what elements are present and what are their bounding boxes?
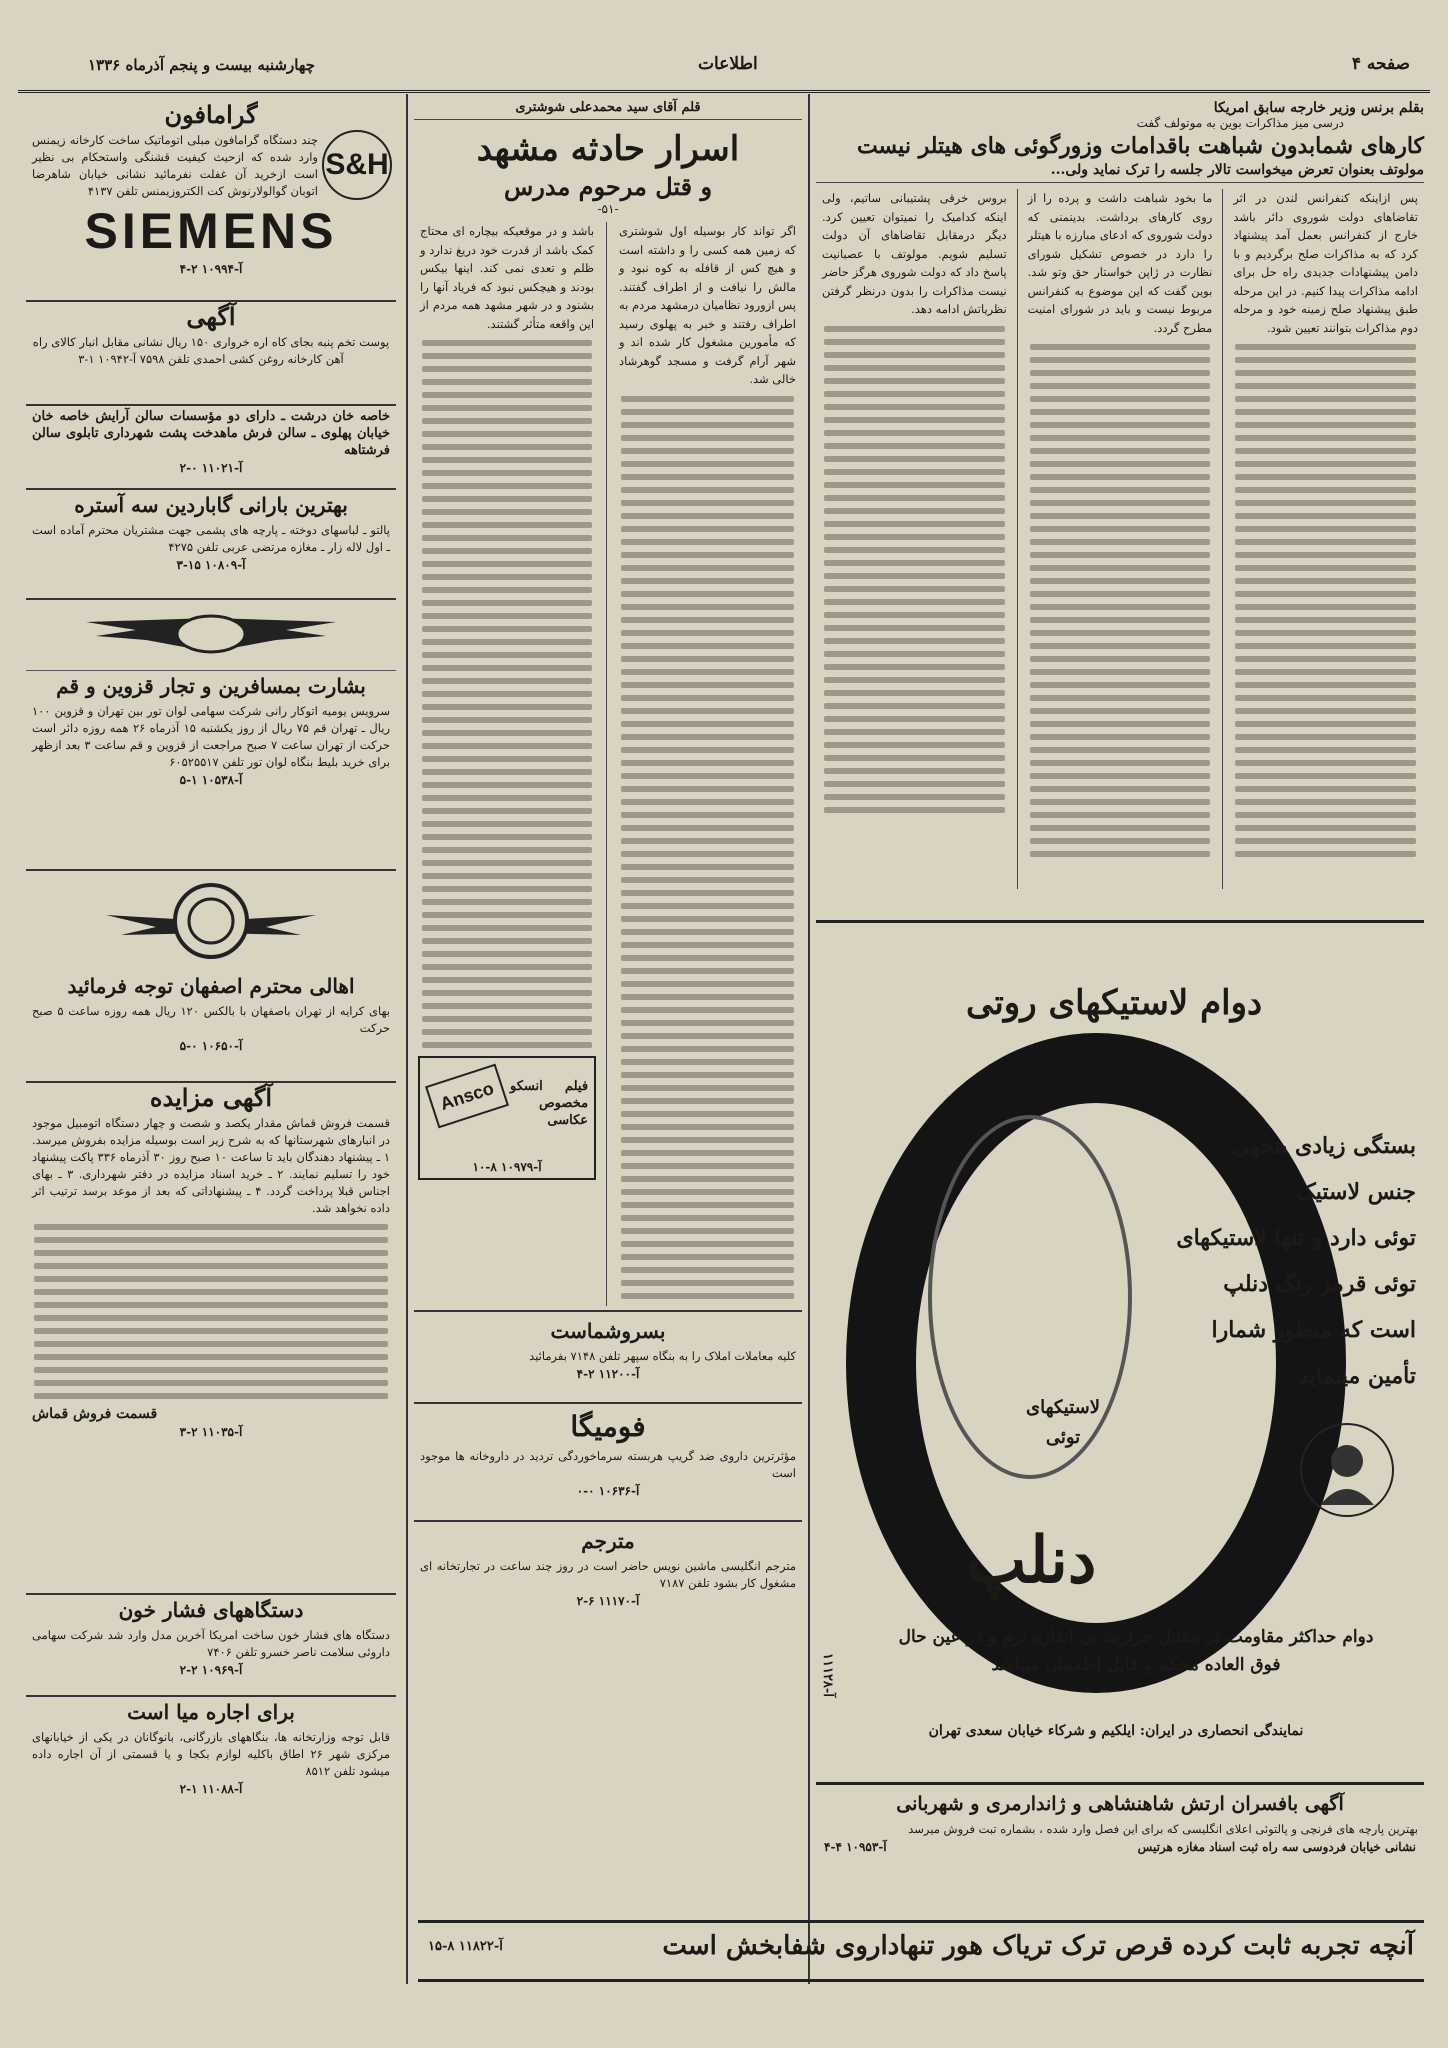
ad-code: آ-۱۱۱۷۰ ۶-۲ [576, 1593, 640, 1608]
ad-code: آ-۱۰۶۳۶ ۰-۰ [576, 1483, 640, 1498]
masthead [18, 50, 1430, 93]
ad-code: آ-۱۱۰۲۱ ۰-۲ [179, 461, 243, 475]
article-kicker: بقلم برنس وزیر خارجه سابق امریکا [1213, 100, 1424, 116]
dunlop-tagline: بستگی زیادی بتجهی جنس لاستیک [1231, 1133, 1416, 1205]
article-column-right [613, 222, 802, 1306]
ad-code: آ-۱۰۹۵۳ ۴-۴ [824, 1840, 887, 1854]
travel-title: بشارت بمسافرین و تجار قزوین و قم [56, 674, 366, 698]
ad-code: آ-۱۰۹۷۹ ۸-۱۰ [472, 1160, 542, 1174]
dunlop-heading: دوام لاستیکهای روتی [966, 983, 1263, 1023]
auction-text: قسمت فروش قماش مقدار یکصد و شصت و چهار دستگاه اتومبیل موجود در انبارهای شهرستانها که به شرح زیر است بوسیله مزایده بفروش میرسد. ۱ ـ پیشنهاد دهندگان باید تا ساعت ۱۰ صبح روز ۳۰ آذرماه ۳۳۶ پاکت پیشنهاد خود را تسلیم نمایند. ۲ ـ خرید اسناد مزایده در دفتر شهرداری. ۳ ـ بهای اجناس قبلا پرداخت گردد. ۴ ـ پیشنهاداتی که بعد از موعد برسد ترتیب اثر داده نخواهد شد. [32, 1116, 390, 1215]
bp-text: دستگاه های فشار خون ساخت امریکا آخرین مدل وارد شد شرکت سهامی داروئی سلامت ناصر خسرو تلفن ۷۴۰۶ [32, 1628, 390, 1659]
serial-article-column [414, 100, 802, 1636]
portrait-graphic [1302, 1425, 1392, 1515]
article-text-continued [621, 396, 794, 1299]
dunlop-slogan [876, 1623, 1396, 1679]
article-headline: کارهای شمابدون شباهت باقدامات وزورگوئی های هیتلر نیست [856, 133, 1424, 159]
winged-emblem-icon [26, 600, 396, 671]
lease-text: قابل توجه وزارتخانه ها، بنگاههای بازرگانی، بانوگانان در یکی از خیابانهای مرکزی شهر ۲۶ اطاق باکلیه لوازم بکجا و یا قسمتی از آن اجاره داده میشود تلفن ۸۵۱۲ [32, 1730, 391, 1778]
opium-pill-banner [418, 1920, 1424, 1982]
ad-code: آ-۱۱۲۰۰ ۲-۴ [576, 1366, 640, 1381]
dunlop-tagline: توئی قرمز رنگ دنلپ [1223, 1271, 1416, 1297]
ad-code: آ-۱۰۶۵۰ ۰-۵ [179, 1039, 243, 1053]
dunlop-tagline: است که منظور شمارا تأمین مینماید [1211, 1317, 1416, 1389]
formica-title: فومیگا [570, 1409, 646, 1443]
salon-ad [26, 408, 396, 490]
article-column-left [414, 222, 600, 1306]
translator-title: مترجم [581, 1528, 635, 1553]
article-column [1022, 189, 1219, 889]
raincoat-text: پالتو ـ لباسهای دوخته ـ پارچه های پشمی جهت مشتریان محترم آماده است ـ اول لاله زار ـ مغازه مرتضی عربی تلفن ۴۲۷۵ [32, 523, 390, 554]
formica-text: مؤثرترین داروی ضد گریپ هربسته سرماخوردگی تردید در داروخانه ها موجود است [420, 1448, 796, 1480]
ansco-logo: Ansco [425, 1064, 509, 1129]
isfahan-text: بهای کرایه از تهران باصفهان با بالکس ۱۲۰ ریال همه روزه ساعت ۵ صبح حرکت [32, 1004, 390, 1035]
auction-footer: قسمت فروش قماش [32, 1406, 158, 1422]
article-text-continued [1235, 344, 1416, 857]
auction-title: آگهی مزایده [149, 1083, 273, 1112]
column-rule [406, 94, 408, 1984]
issue-date: چهارشنبه بیست و پنجم آذرماه ۱۳۳۶ [88, 56, 315, 74]
blood-pressure-ad [26, 1595, 396, 1697]
article-body [816, 189, 1424, 889]
gramophone-title: گرامافون [164, 100, 258, 129]
article-subtitle: و قتل مرحوم مدرس [503, 172, 713, 201]
isfahan-title: اهالی محترم اصفهان توجه فرمائید [67, 974, 355, 998]
ad-code: آ-۱۱۰۸۸ ۱-۲ [179, 1782, 243, 1796]
gramophone-text: چند دستگاه گرامافون مبلی اتوماتیک ساخت کارخانه زیمنس وارد شده که ازحیث کیفیت قشنگی واستحکام بی نظیر است ازخرید آن غفلت نفرمائید نشانی خیابان شاهرضا اتوبان گوالولارنوش کت الکتروزیمنس تلفن ۴۱۳۷ [32, 133, 318, 198]
inner-column-rule [1222, 189, 1223, 889]
travel-ad [26, 671, 396, 871]
siemens-brand: SIEMENS [84, 203, 338, 259]
winged-emblem-graphic [26, 600, 396, 670]
property-text: کلیه معاملات املاک را به بنگاه سپهر تلفن ۷۱۴۸ بفرمائید [529, 1348, 796, 1363]
article-column [816, 189, 1013, 889]
founder-portrait-icon [1300, 1423, 1394, 1517]
article-byline: قلم آقای سید محمدعلی شوشتری [414, 100, 802, 120]
inner-tire-label-line: توئی [1045, 1427, 1081, 1448]
inner-column-rule [606, 222, 607, 1306]
notice-text: پوست تخم پنبه بجای کاه اره خروارى ۱۵۰ ریال نشانی مقابل انبار کالای راه آهن کارخانه روغن کشی احمدی تلفن ۷۵۹۸ آ-۱۰۹۴۲ ۱-۳ [32, 335, 390, 366]
inner-column-rule [1017, 189, 1018, 889]
dunlop-taglines [1176, 1123, 1416, 1399]
article-text: بروس خرقی پشتیبانی ساتیم، ولی اینکه کدامیک را نمیتوان تعیین کرد. دیگر درمقابل تقاضاهای آن دولت تسلیم شویم. مولوتف با عصبانیت پاسخ داد که دولت شوروی هرگز حاضر نیست مذاکرات را بدون درنظر گرفتن نظریاتش ادامه دهد. [821, 191, 1007, 316]
isfahan-ad [26, 971, 396, 1083]
dunlop-slogan-line: دوام حداکثر مقاومت در مقابل حرارت بی اندازه نرم و در عین حال [898, 1627, 1374, 1647]
army-fabric-ad [816, 1782, 1424, 1903]
bus-emblem-icon [26, 871, 396, 971]
property-ad [414, 1310, 802, 1402]
siemens-logo-icon: S&H [322, 130, 392, 200]
article-title: اسرار حادثه مشهد [476, 129, 740, 169]
notice-title: آگهی [186, 302, 236, 331]
lease-ad [26, 1697, 396, 1817]
notice-ad [26, 302, 396, 406]
translator-ad [414, 1520, 802, 1636]
dunlop-ad [816, 920, 1424, 1783]
newspaper-name: اطلاعات [698, 54, 758, 74]
gramophone-ad [26, 100, 396, 302]
page-number: صفحه ۴ [1351, 54, 1410, 74]
salon-text: خاصه خان درشت ـ دارای دو مؤسسات سالن آرایش خاصه خان خیابان پهلوی ـ سالن فرش ماهدخت پشت شهرداری تابلوی سالن فرشتاهه [32, 409, 390, 458]
raincoat-title: بهترین بارانی گاباردین سه آستره [74, 493, 348, 517]
episode-number: -۵۱- [597, 202, 619, 216]
article-text: پس ازاینکه کنفرانس لندن در اثر تقاضاهای دولت شوروی دائر باشد خارج از کنفرانس بعمل آمد پیشنهاد کرد که به مذاکرات صلح برگردیم و با دامن پیشنهادات جدیدی راه حل برای ادامه مذاکرات پیدا کنیم. در این مرحله طبق پیشنهاد صلح زمینه خود و مرحله دوم مذاکرات بتوانند تعیین شود. [1233, 191, 1418, 335]
article-text: ما بخود شباهت داشت و پرده را از روی کارهای برداشت. بدینمنی که دولت شوروی که ادعای مبارزه با هیتلر را دارد در خصوص تشکیل شورای نظارت در ژاپن خواستار حق وتو شد. بوین گفت که این موضوع به کنفرانس مربوط نیست و باید در شورای امنیت مطرح گردد. [1027, 191, 1213, 335]
ad-code: آ-۱۱۸۲۲ ۸-۱۵ [428, 1939, 503, 1954]
ad-code: آ-۱۰۵۳۸ ۱-۵ [179, 773, 243, 787]
article-kicker-secondary: درسی میز مذاکرات بوین به موتولف گفت [1136, 116, 1344, 130]
left-ads-column [26, 100, 396, 1817]
translator-text: مترجم انگلیسی ماشین نویس حاضر است در روز چند ساعت در تجارتخانه ای مشغول کار بشود تلفن ۷۱۸۷ [420, 1558, 796, 1590]
ansco-ad [418, 1056, 596, 1180]
army-footer [824, 1840, 1416, 1854]
ad-code: آ-۱۰۹۹۴ ۲-۴ [179, 262, 243, 276]
ad-code: آ-۱۰۸۰۹ ۱۵-۳ [176, 558, 246, 572]
dunlop-brand: دنلپ [966, 1523, 1097, 1598]
article-column [1227, 189, 1424, 889]
dunlop-agent: نمایندگی انحصاری در ایران: ایلکیم و شرکاء خیابان سعدی تهران [928, 1723, 1304, 1739]
ad-code: آ-۱۱۱۲۸ [820, 1653, 835, 1697]
army-address: نشانی خیابان فردوسی سه راه ثبت اسناد مغازه هرتیس [1137, 1840, 1416, 1854]
property-title: بسروشماست [550, 1318, 666, 1343]
travel-text: سرویس یومیه اتوکار رانی شرکت سهامی لوان تور بین تهران و قزوین ۱۰۰ ریال ـ تهران قم ۷۵ ریال از روز یکشنبه ۱۵ آذرماه ۲۶ همه روزه دائر است حرکت از تهران ساعت ۷ صبح مراجعت از قزوین و قم ساعت ۳ بعد ازظهر برای خرید بلیط بنگاه لوان تور تلفن ۶۰۵۲۵۵۱۷ [32, 704, 391, 769]
formica-ad [414, 1402, 802, 1520]
army-title: آگهی بافسران ارتش شاهنشاهی و ژاندارمری و شهربانی [896, 1793, 1344, 1815]
auction-ad [26, 1083, 396, 1595]
army-text: بهترین پارچه های فرنچی و پالتوئی اعلای انگلیسی که برای این فصل وارد شده ، بشماره تبت فروش میرسد [908, 1822, 1418, 1836]
dunlop-tagline: توئی دارد و تنها لاستیکهای [1176, 1225, 1416, 1251]
raincoat-ad [26, 490, 396, 600]
ad-code: آ-۱۱۰۳۵ ۲-۳ [179, 1425, 243, 1439]
column-rule [808, 94, 810, 1984]
article-body [414, 222, 802, 1306]
article-text-continued [422, 340, 592, 1048]
inner-tire-label [1026, 1393, 1100, 1453]
article-text: باشد و در موقعیکه بیچاره ای محتاج کمک باشد از قدرت خود دریغ ندارد و ظلم و تعدی نمی کند. اینها بیکس بودند و هیچکس نبود که فریاد آنها را بشنود و در شهر مشهد همه مردم از این واقعه متأثر گشتند. [420, 224, 595, 331]
newspaper-page [18, 20, 1430, 2030]
ad-code: آ-۱۰۹۶۹ ۲-۲ [179, 1663, 243, 1677]
article-subhead: مولوتف بعنوان تعرض میخواست تالار جلسه را ترک نماید ولی... [816, 162, 1424, 183]
inner-tire-label-line: لاستیکهای [1026, 1397, 1101, 1418]
article-text-continued [1030, 344, 1211, 857]
ansco-text: فیلم انسکو مخصوص عکاسی [510, 1079, 589, 1128]
auction-text-continued [34, 1224, 388, 1399]
article-text: اگر تواند کار بوسیله اول شوشتری که زمین همه کسی را و داشته است و هیچ کس از قافله به کوه نبود و مالش را نیافت و از اطراف گفتند. پس ازورود نظامیان درمشهد مردم به اطراف رفتند و خبر به پهلوی رسید که مأمورین مشغول کار شده اند و شهر آرام گرفت و مسجد گوهرشاد خالی شد. [619, 224, 796, 386]
byrnes-article [816, 100, 1424, 889]
dunlop-slogan-line: فوق العاده محکم و قابل اطمینان میباشد [991, 1655, 1281, 1675]
lease-title: برای اجاره میا است [127, 1700, 295, 1724]
bus-emblem-graphic [26, 871, 396, 971]
banner-text: آنچه تجربه ثابت کرده قرص ترک تریاک هور تنهاداروی شفابخش است [662, 1931, 1414, 1961]
bp-title: دستگاههای فشار خون [118, 1598, 304, 1622]
article-text-continued [824, 326, 1005, 813]
